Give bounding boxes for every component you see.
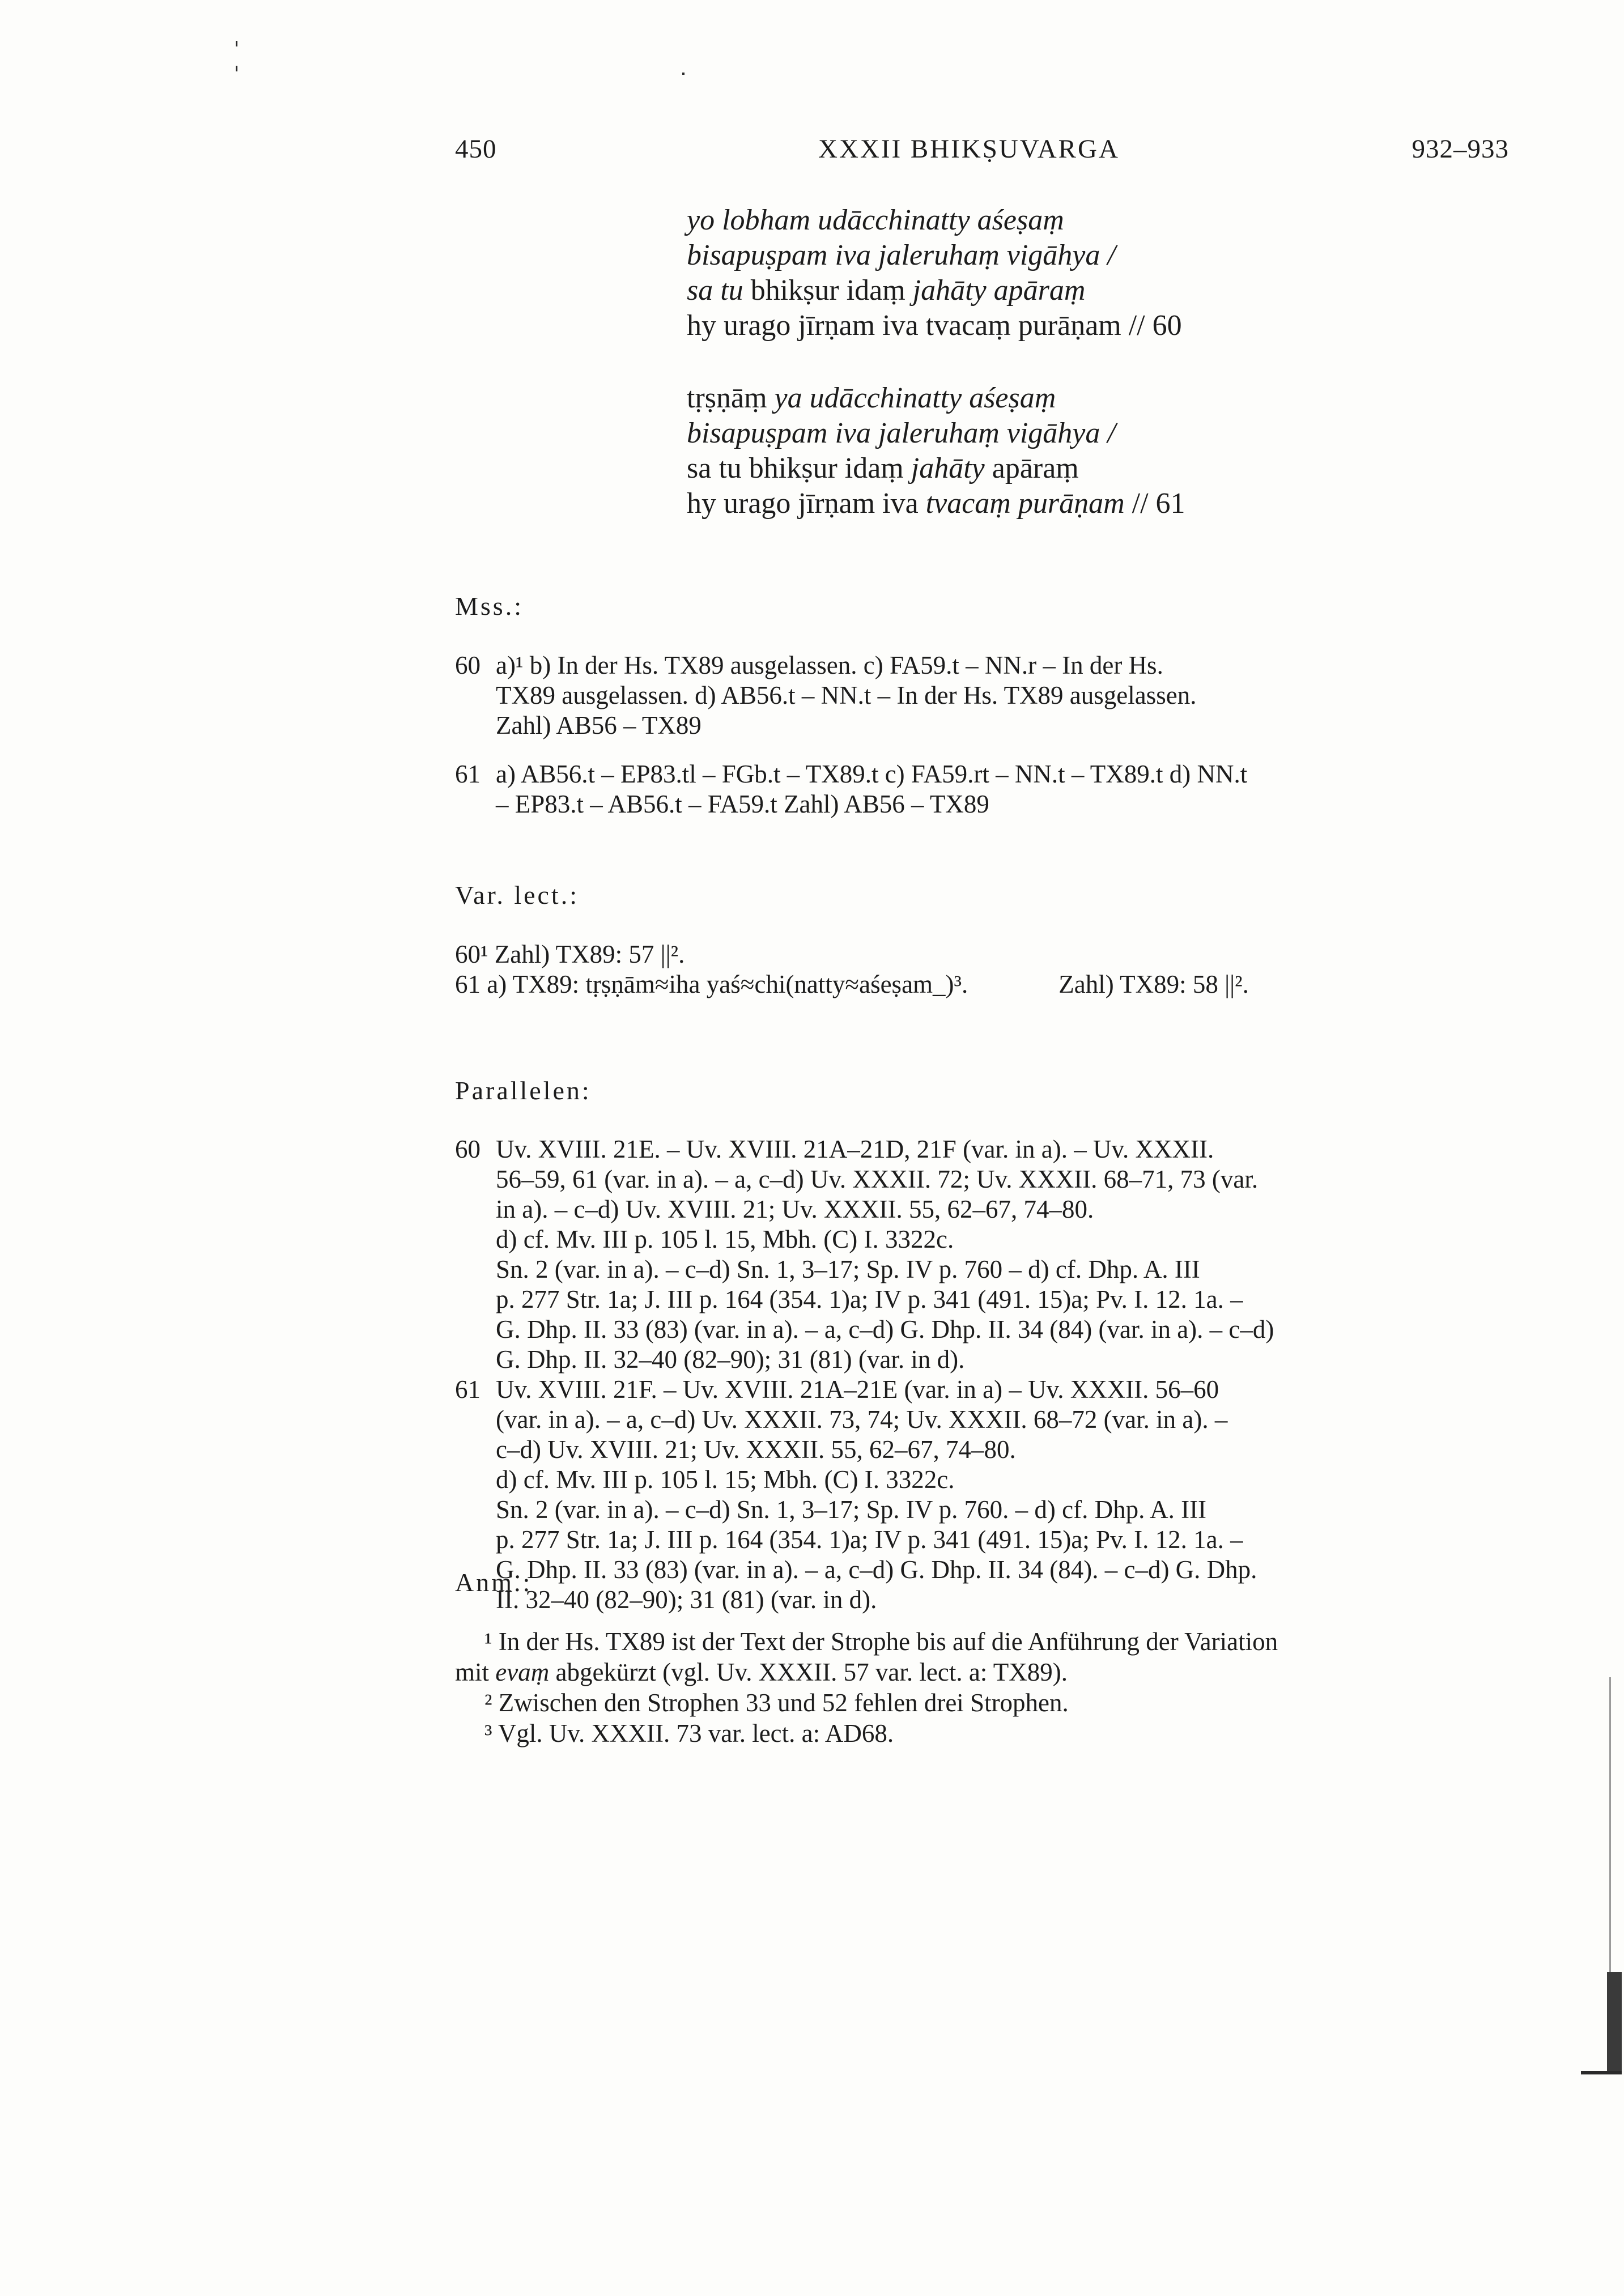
verse-segment: sa tu bbox=[687, 274, 743, 307]
verse-segment: jahāty apāraṃ bbox=[912, 274, 1086, 307]
parallel-line: 56–59, 61 (var. in a). – a, c–d) Uv. XXXII. 72; Uv. XXXII. 68–71, 73 (var. bbox=[496, 1165, 1259, 1193]
verse-line-c bbox=[687, 273, 1182, 308]
section-heading-anm: Anm.: bbox=[455, 1568, 533, 1597]
verse-line-c bbox=[687, 451, 1185, 486]
parallel-line: G. Dhp. II. 33 (83) (var. in a). – a, c–d) G. Dhp. II. 34 (84) (var. in a). – c–d) bbox=[496, 1315, 1274, 1343]
verse-segment: iva tvacaṃ purāṇam // 60 bbox=[882, 309, 1182, 342]
verse-segment: ya udācchinatty aśeṣaṃ bbox=[774, 382, 1056, 414]
footnote-1: ¹ In der Hs. TX89 ist der Text der Strophe bis auf die Anführung der Variation bbox=[484, 1627, 1278, 1656]
var-lect-block bbox=[455, 939, 1509, 1000]
parallel-line: p. 277 Str. 1a; J. III p. 164 (354. 1)a; IV p. 341 (491. 15)a; Pv. I. 12. 1a. – bbox=[496, 1525, 1243, 1554]
footnote-text: mit bbox=[455, 1658, 490, 1686]
parallel-line: Sn. 2 (var. in a). – c–d) Sn. 1, 3–17; Sp. IV p. 760. – d) cf. Dhp. A. III bbox=[496, 1495, 1207, 1524]
parallel-text: Uv. XVIII. 21F. – Uv. XVIII. 21A–21E (var. in a) – Uv. XXXII. 56–60 bbox=[496, 1375, 1219, 1404]
parallel-line: p. 277 Str. 1a; J. III p. 164 (354. 1)a; IV p. 341 (491. 15)a; Pv. I. 12. 1a. – bbox=[496, 1285, 1243, 1313]
footnote-1-cont bbox=[455, 1657, 1509, 1687]
verse-61 bbox=[687, 381, 1185, 521]
parallel-line bbox=[455, 1375, 1509, 1405]
var-lect-number: Zahl) TX89: 58 ||². bbox=[1058, 970, 1249, 998]
parallel-line: Sn. 2 (var. in a). – c–d) Sn. 1, 3–17; Sp. IV p. 760 – d) cf. Dhp. A. III bbox=[496, 1255, 1200, 1283]
verse-segment: apāraṃ bbox=[992, 452, 1079, 484]
footnote-2: ² Zwischen den Strophen 33 und 52 fehlen drei Strophen. bbox=[484, 1689, 1069, 1717]
parallelen-block bbox=[455, 1134, 1509, 1615]
section-heading-parallelen: Parallelen: bbox=[455, 1076, 592, 1105]
mss-entry-60 bbox=[455, 650, 1509, 741]
verse-line-d bbox=[687, 308, 1182, 343]
parallel-line: c–d) Uv. XVIII. 21; Uv. XXXII. 55, 62–67, 74–80. bbox=[496, 1435, 1016, 1464]
mss-entry-61 bbox=[455, 759, 1509, 819]
entry-number: 61 bbox=[455, 760, 481, 788]
parallel-line: G. Dhp. II. 32–40 (82–90); 31 (81) (var. in d). bbox=[496, 1345, 965, 1374]
var-lect-reading: 61 a) TX89: tṛṣṇām≈iha yaś≈chi(natty≈aśeṣam_)³. bbox=[455, 970, 968, 998]
mss-line bbox=[455, 759, 1509, 789]
mss-line bbox=[455, 650, 1509, 681]
parallel-line: G. Dhp. II. 33 (83) (var. in a). – a, c–d) G. Dhp. II. 34 (84). – c–d) G. Dhp. bbox=[496, 1555, 1257, 1584]
verse-line-a: yo lobham udācchinatty aśeṣaṃ bbox=[687, 204, 1064, 236]
parallel-line: in a). – c–d) Uv. XVIII. 21; Uv. XXXII. 55, 62–67, 74–80. bbox=[496, 1195, 1094, 1223]
verse-segment: sa tu bhikṣur idaṃ bbox=[687, 452, 904, 484]
entry-number: 60 bbox=[455, 651, 481, 679]
verse-segment: bhikṣur idaṃ bbox=[750, 274, 905, 307]
scan-artifact-binding-edge bbox=[1581, 2071, 1622, 2074]
parallel-line bbox=[455, 1134, 1509, 1164]
entry-number: 60 bbox=[455, 1135, 481, 1163]
mss-line: Zahl) AB56 – TX89 bbox=[496, 711, 702, 739]
section-heading-mss: Mss.: bbox=[455, 592, 524, 620]
entry-number: 61 bbox=[455, 1375, 481, 1404]
var-lect-line: 60¹ Zahl) TX89: 57 ||². bbox=[455, 940, 685, 968]
parallel-line: d) cf. Mv. III p. 105 l. 15, Mbh. (C) I. 3322c. bbox=[496, 1225, 954, 1253]
footnotes bbox=[455, 1626, 1509, 1749]
verse-60 bbox=[687, 203, 1182, 343]
scan-artifact-dot bbox=[236, 66, 237, 71]
footnote-3: ³ Vgl. Uv. XXXII. 73 var. lect. a: AD68. bbox=[484, 1719, 894, 1747]
verse-segment: tṛṣṇāṃ bbox=[687, 382, 767, 414]
verse-segment: tvacaṃ purāṇam bbox=[925, 487, 1125, 520]
verse-segment: hy urago jīrṇam iva bbox=[687, 487, 919, 520]
mss-line: – EP83.t – AB56.t – FA59.t Zahl) AB56 – TX89 bbox=[496, 790, 989, 818]
parallel-line: d) cf. Mv. III p. 105 l. 15; Mbh. (C) I. 3322c. bbox=[496, 1465, 955, 1494]
section-heading-var-lect: Var. lect.: bbox=[455, 881, 579, 909]
var-lect-line bbox=[455, 970, 1509, 1000]
scan-artifact-dot bbox=[236, 41, 237, 46]
mss-line: TX89 ausgelassen. d) AB56.t – NN.t – In der Hs. TX89 ausgelassen. bbox=[496, 681, 1197, 709]
scan-artifact-binding-edge bbox=[1609, 1677, 1611, 1972]
footnote-italic: evaṃ bbox=[495, 1658, 550, 1686]
verse-line-a bbox=[687, 381, 1185, 416]
verse-range: 932–933 bbox=[1412, 134, 1509, 164]
parallel-line: II. 32–40 (82–90); 31 (81) (var. in d). bbox=[496, 1585, 877, 1614]
page-number: 450 bbox=[455, 134, 497, 164]
verse-segment: // 61 bbox=[1132, 487, 1185, 520]
parallel-text: Uv. XVIII. 21E. – Uv. XVIII. 21A–21D, 21F (var. in a). – Uv. XXXII. bbox=[496, 1135, 1214, 1163]
verse-segment: jahāty bbox=[911, 452, 985, 484]
running-title: XXXII BHIKṢUVARGA bbox=[818, 134, 1120, 164]
scan-artifact-binding-edge bbox=[1607, 1972, 1622, 2074]
mss-text: a) AB56.t – EP83.tl – FGb.t – TX89.t c) FA59.rt – NN.t – TX89.t d) NN.t bbox=[496, 760, 1248, 788]
scan-artifact-dot bbox=[682, 73, 685, 75]
verse-segment: hy urago jīrṇam bbox=[687, 309, 875, 342]
verse-line-d bbox=[687, 486, 1185, 521]
verse-line-b: bisapuṣpam iva jaleruhaṃ vigāhya / bbox=[687, 239, 1116, 271]
parallel-line: (var. in a). – a, c–d) Uv. XXXII. 73, 74; Uv. XXXII. 68–72 (var. in a). – bbox=[496, 1405, 1228, 1434]
mss-text: a)¹ b) In der Hs. TX89 ausgelassen. c) FA59.t – NN.r – In der Hs. bbox=[496, 651, 1163, 679]
footnote-text: abgekürzt (vgl. Uv. XXXII. 57 var. lect. a: TX89). bbox=[555, 1658, 1068, 1686]
verse-line-b: bisapuṣpam iva jaleruhaṃ vigāhya / bbox=[687, 417, 1116, 449]
